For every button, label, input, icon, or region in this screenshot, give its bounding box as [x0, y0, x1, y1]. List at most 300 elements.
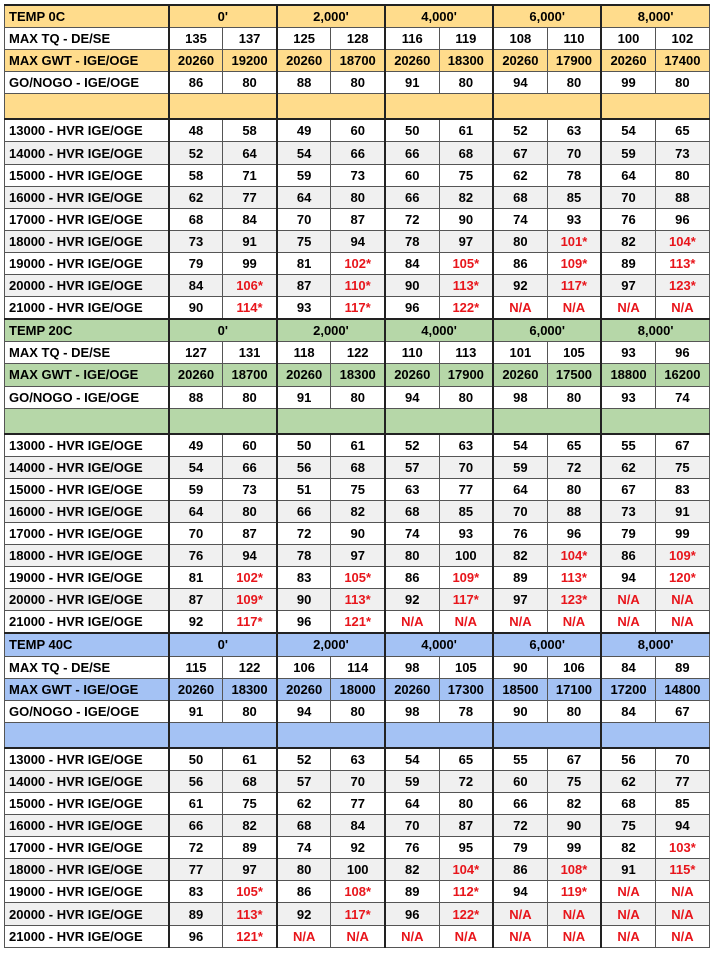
value-cell: 94 [385, 386, 439, 408]
value-cell: 76 [169, 545, 223, 567]
value-cell: 20260 [277, 364, 331, 386]
value-cell: 90 [493, 700, 547, 722]
value-cell: 68 [493, 186, 547, 208]
spacer-cell [5, 722, 169, 748]
value-cell: 80 [277, 859, 331, 881]
value-cell: 17900 [547, 50, 601, 72]
value-cell: 17300 [439, 678, 493, 700]
value-cell: 117* [439, 589, 493, 611]
hover-row [5, 208, 710, 230]
row-label: 14000 - HVR IGE/OGE [5, 142, 169, 164]
value-cell: N/A [439, 925, 493, 947]
max-gwt-row [5, 678, 710, 700]
row-label: 18000 - HVR IGE/OGE [5, 545, 169, 567]
value-cell: 110 [385, 342, 439, 364]
value-cell: 73 [223, 478, 277, 500]
value-cell: 79 [493, 837, 547, 859]
spacer-cell [493, 94, 601, 120]
value-cell: 60 [493, 770, 547, 792]
value-cell: 65 [439, 748, 493, 771]
value-cell: 90 [331, 522, 385, 544]
value-cell: N/A [655, 925, 709, 947]
value-cell: 67 [655, 434, 709, 457]
value-cell: 20260 [169, 678, 223, 700]
value-cell: 84 [223, 208, 277, 230]
value-cell: 80 [439, 793, 493, 815]
value-cell: 20260 [601, 50, 655, 72]
value-cell: 80 [331, 700, 385, 722]
altitude-header: 4,000' [385, 5, 493, 28]
spacer-cell [5, 94, 169, 120]
value-cell: 80 [223, 500, 277, 522]
value-cell: 94 [223, 545, 277, 567]
value-cell: 102 [655, 28, 709, 50]
value-cell: 82 [601, 837, 655, 859]
value-cell: 75 [655, 456, 709, 478]
max-tq-row [5, 342, 710, 364]
value-cell: 52 [493, 119, 547, 142]
spacer-cell [385, 94, 493, 120]
value-cell: 80 [439, 386, 493, 408]
value-cell: 64 [169, 500, 223, 522]
value-cell: 117* [331, 903, 385, 925]
value-cell: 17900 [439, 364, 493, 386]
max-tq-row [5, 656, 710, 678]
value-cell: 78 [277, 545, 331, 567]
value-cell: 71 [223, 164, 277, 186]
value-cell: 68 [277, 815, 331, 837]
value-cell: N/A [493, 925, 547, 947]
value-cell: 119 [439, 28, 493, 50]
value-cell: 92 [385, 589, 439, 611]
value-cell: 64 [277, 186, 331, 208]
hover-row [5, 252, 710, 274]
spacer-cell [601, 408, 709, 434]
value-cell: 65 [547, 434, 601, 457]
value-cell: 17100 [547, 678, 601, 700]
value-cell: 105* [439, 252, 493, 274]
value-cell: 64 [385, 793, 439, 815]
value-cell: 74 [277, 837, 331, 859]
altitude-header: 0' [169, 319, 277, 342]
value-cell: 77 [655, 770, 709, 792]
hover-row [5, 500, 710, 522]
value-cell: 80 [331, 72, 385, 94]
value-cell: 90 [547, 815, 601, 837]
value-cell: 57 [385, 456, 439, 478]
value-cell: 20260 [493, 50, 547, 72]
value-cell: 92 [331, 837, 385, 859]
value-cell: 88 [169, 386, 223, 408]
spacer-row [5, 94, 710, 120]
value-cell: 123* [547, 589, 601, 611]
value-cell: 18300 [331, 364, 385, 386]
row-label: MAX TQ - DE/SE [5, 342, 169, 364]
value-cell: 73 [169, 230, 223, 252]
value-cell: 91 [223, 230, 277, 252]
value-cell: 80 [223, 700, 277, 722]
value-cell: 89 [601, 252, 655, 274]
value-cell: 70 [601, 186, 655, 208]
value-cell: 100 [601, 28, 655, 50]
row-label: 21000 - HVR IGE/OGE [5, 925, 169, 947]
value-cell: 91 [385, 72, 439, 94]
row-label: 18000 - HVR IGE/OGE [5, 859, 169, 881]
value-cell: 105* [331, 567, 385, 589]
performance-table [4, 4, 710, 948]
value-cell: 86 [385, 567, 439, 589]
hover-row [5, 275, 710, 297]
value-cell: 67 [547, 748, 601, 771]
row-label: 14000 - HVR IGE/OGE [5, 770, 169, 792]
value-cell: 59 [169, 478, 223, 500]
value-cell: 80 [547, 478, 601, 500]
value-cell: 62 [601, 770, 655, 792]
value-cell: 80 [439, 72, 493, 94]
value-cell: 89 [385, 881, 439, 903]
value-cell: 52 [385, 434, 439, 457]
value-cell: 82 [493, 545, 547, 567]
altitude-header: 0' [169, 633, 277, 656]
value-cell: 63 [547, 119, 601, 142]
value-cell: 92 [169, 611, 223, 634]
value-cell: 78 [547, 164, 601, 186]
value-cell: 55 [493, 748, 547, 771]
value-cell: 50 [385, 119, 439, 142]
value-cell: 86 [169, 72, 223, 94]
value-cell: 80 [547, 700, 601, 722]
value-cell: 59 [601, 142, 655, 164]
hover-row [5, 230, 710, 252]
value-cell: 18500 [493, 678, 547, 700]
row-label: 20000 - HVR IGE/OGE [5, 275, 169, 297]
hover-row [5, 297, 710, 320]
row-label: 16000 - HVR IGE/OGE [5, 500, 169, 522]
spacer-cell [5, 408, 169, 434]
value-cell: 62 [169, 186, 223, 208]
value-cell: 77 [331, 793, 385, 815]
value-cell: 113* [223, 903, 277, 925]
value-cell: 74 [493, 208, 547, 230]
value-cell: 62 [493, 164, 547, 186]
value-cell: 106 [277, 656, 331, 678]
value-cell: 97 [493, 589, 547, 611]
row-label: MAX GWT - IGE/OGE [5, 364, 169, 386]
value-cell: 73 [655, 142, 709, 164]
value-cell: 94 [493, 72, 547, 94]
value-cell: 99 [601, 72, 655, 94]
max-gwt-row [5, 50, 710, 72]
value-cell: 50 [277, 434, 331, 457]
spacer-row [5, 408, 710, 434]
value-cell: 56 [169, 770, 223, 792]
value-cell: 108* [331, 881, 385, 903]
section-header-row [5, 5, 710, 28]
value-cell: 82 [223, 815, 277, 837]
value-cell: N/A [601, 297, 655, 320]
hover-row [5, 567, 710, 589]
value-cell: 80 [223, 386, 277, 408]
value-cell: 91 [169, 700, 223, 722]
value-cell: 80 [547, 386, 601, 408]
value-cell: N/A [655, 611, 709, 634]
spacer-cell [385, 408, 493, 434]
value-cell: 72 [277, 522, 331, 544]
value-cell: 60 [385, 164, 439, 186]
value-cell: 77 [169, 859, 223, 881]
value-cell: 66 [169, 815, 223, 837]
row-label: MAX GWT - IGE/OGE [5, 678, 169, 700]
value-cell: 48 [169, 119, 223, 142]
value-cell: 87 [223, 522, 277, 544]
value-cell: 98 [493, 386, 547, 408]
value-cell: N/A [547, 611, 601, 634]
value-cell: 68 [601, 793, 655, 815]
value-cell: 75 [439, 164, 493, 186]
value-cell: 75 [601, 815, 655, 837]
value-cell: 117* [223, 611, 277, 634]
value-cell: 114 [331, 656, 385, 678]
value-cell: N/A [547, 925, 601, 947]
value-cell: 125 [277, 28, 331, 50]
value-cell: 70 [169, 522, 223, 544]
value-cell: 18300 [223, 678, 277, 700]
value-cell: 93 [601, 386, 655, 408]
hover-row [5, 186, 710, 208]
value-cell: 101* [547, 230, 601, 252]
row-label: 16000 - HVR IGE/OGE [5, 815, 169, 837]
value-cell: N/A [493, 297, 547, 320]
row-label: 20000 - HVR IGE/OGE [5, 589, 169, 611]
value-cell: 90 [169, 297, 223, 320]
value-cell: 70 [331, 770, 385, 792]
value-cell: 70 [493, 500, 547, 522]
value-cell: 87 [277, 275, 331, 297]
value-cell: 66 [493, 793, 547, 815]
value-cell: 106 [547, 656, 601, 678]
value-cell: 52 [169, 142, 223, 164]
value-cell: 102* [223, 567, 277, 589]
value-cell: 81 [277, 252, 331, 274]
value-cell: 75 [223, 793, 277, 815]
row-label: 17000 - HVR IGE/OGE [5, 208, 169, 230]
value-cell: 82 [439, 186, 493, 208]
hover-row [5, 434, 710, 457]
value-cell: 70 [439, 456, 493, 478]
value-cell: 18300 [439, 50, 493, 72]
value-cell: 113* [331, 589, 385, 611]
value-cell: 66 [223, 456, 277, 478]
altitude-header: 2,000' [277, 5, 385, 28]
altitude-header: 4,000' [385, 633, 493, 656]
value-cell: 95 [439, 837, 493, 859]
row-label: 13000 - HVR IGE/OGE [5, 119, 169, 142]
temp-label: TEMP 40C [5, 633, 169, 656]
value-cell: 101 [493, 342, 547, 364]
value-cell: 75 [547, 770, 601, 792]
value-cell: 58 [223, 119, 277, 142]
value-cell: 93 [277, 297, 331, 320]
value-cell: 97 [601, 275, 655, 297]
value-cell: 70 [655, 748, 709, 771]
gonogo-row [5, 72, 710, 94]
value-cell: N/A [493, 611, 547, 634]
value-cell: 87 [331, 208, 385, 230]
value-cell: 50 [169, 748, 223, 771]
value-cell: 60 [223, 434, 277, 457]
value-cell: 89 [223, 837, 277, 859]
section-header-row [5, 633, 710, 656]
value-cell: 70 [277, 208, 331, 230]
value-cell: N/A [547, 297, 601, 320]
value-cell: 20260 [169, 50, 223, 72]
altitude-header: 8,000' [601, 319, 709, 342]
value-cell: 62 [601, 456, 655, 478]
value-cell: 58 [169, 164, 223, 186]
spacer-cell [277, 722, 385, 748]
value-cell: 120* [655, 567, 709, 589]
gonogo-row [5, 386, 710, 408]
row-label: GO/NOGO - IGE/OGE [5, 386, 169, 408]
max-tq-row [5, 28, 710, 50]
value-cell: 77 [439, 478, 493, 500]
value-cell: 73 [601, 500, 655, 522]
value-cell: 83 [277, 567, 331, 589]
row-label: 19000 - HVR IGE/OGE [5, 567, 169, 589]
value-cell: 85 [547, 186, 601, 208]
hover-row [5, 925, 710, 947]
value-cell: 63 [385, 478, 439, 500]
value-cell: 109* [655, 545, 709, 567]
value-cell: 94 [655, 815, 709, 837]
value-cell: 105* [223, 881, 277, 903]
value-cell: 83 [655, 478, 709, 500]
value-cell: 64 [493, 478, 547, 500]
value-cell: 86 [493, 252, 547, 274]
value-cell: 114* [223, 297, 277, 320]
value-cell: 20260 [493, 364, 547, 386]
value-cell: 116 [385, 28, 439, 50]
value-cell: 84 [385, 252, 439, 274]
row-label: 17000 - HVR IGE/OGE [5, 522, 169, 544]
value-cell: 60 [331, 119, 385, 142]
value-cell: 119* [547, 881, 601, 903]
value-cell: 78 [385, 230, 439, 252]
value-cell: 96 [547, 522, 601, 544]
value-cell: 52 [277, 748, 331, 771]
value-cell: 80 [655, 72, 709, 94]
max-gwt-row [5, 364, 710, 386]
value-cell: N/A [601, 589, 655, 611]
value-cell: 121* [223, 925, 277, 947]
altitude-header: 8,000' [601, 633, 709, 656]
value-cell: 83 [169, 881, 223, 903]
value-cell: N/A [601, 881, 655, 903]
value-cell: 66 [385, 186, 439, 208]
value-cell: 127 [169, 342, 223, 364]
value-cell: N/A [601, 611, 655, 634]
row-label: 17000 - HVR IGE/OGE [5, 837, 169, 859]
value-cell: 66 [385, 142, 439, 164]
row-label: 13000 - HVR IGE/OGE [5, 434, 169, 457]
value-cell: 117* [547, 275, 601, 297]
row-label: 21000 - HVR IGE/OGE [5, 611, 169, 634]
value-cell: 57 [277, 770, 331, 792]
value-cell: 122* [439, 297, 493, 320]
altitude-header: 0' [169, 5, 277, 28]
value-cell: 68 [223, 770, 277, 792]
value-cell: 70 [547, 142, 601, 164]
spacer-cell [601, 722, 709, 748]
value-cell: 18700 [331, 50, 385, 72]
value-cell: 70 [385, 815, 439, 837]
value-cell: 18700 [223, 364, 277, 386]
spacer-cell [277, 94, 385, 120]
value-cell: 73 [331, 164, 385, 186]
value-cell: 54 [277, 142, 331, 164]
spacer-cell [493, 722, 601, 748]
value-cell: 67 [601, 478, 655, 500]
value-cell: 109* [439, 567, 493, 589]
value-cell: 86 [493, 859, 547, 881]
hover-row [5, 881, 710, 903]
row-label: 21000 - HVR IGE/OGE [5, 297, 169, 320]
value-cell: 105 [547, 342, 601, 364]
value-cell: 85 [439, 500, 493, 522]
value-cell: 61 [169, 793, 223, 815]
value-cell: N/A [655, 297, 709, 320]
value-cell: N/A [601, 925, 655, 947]
value-cell: 63 [439, 434, 493, 457]
value-cell: 80 [655, 164, 709, 186]
value-cell: 90 [385, 275, 439, 297]
value-cell: 105 [439, 656, 493, 678]
row-label: 19000 - HVR IGE/OGE [5, 881, 169, 903]
value-cell: 20260 [385, 364, 439, 386]
value-cell: 54 [169, 456, 223, 478]
value-cell: 108 [493, 28, 547, 50]
hover-row [5, 522, 710, 544]
value-cell: N/A [385, 925, 439, 947]
row-label: MAX GWT - IGE/OGE [5, 50, 169, 72]
value-cell: 122* [439, 903, 493, 925]
value-cell: 80 [331, 386, 385, 408]
value-cell: 14800 [655, 678, 709, 700]
hover-row [5, 859, 710, 881]
value-cell: 115* [655, 859, 709, 881]
value-cell: 54 [493, 434, 547, 457]
altitude-header: 6,000' [493, 633, 601, 656]
hover-row [5, 119, 710, 142]
row-label: 19000 - HVR IGE/OGE [5, 252, 169, 274]
section-header-row [5, 319, 710, 342]
value-cell: 98 [385, 656, 439, 678]
value-cell: N/A [655, 903, 709, 925]
hover-row [5, 589, 710, 611]
value-cell: 79 [169, 252, 223, 274]
row-label: 18000 - HVR IGE/OGE [5, 230, 169, 252]
value-cell: 96 [277, 611, 331, 634]
value-cell: N/A [277, 925, 331, 947]
row-label: 15000 - HVR IGE/OGE [5, 164, 169, 186]
value-cell: 80 [547, 72, 601, 94]
value-cell: 94 [331, 230, 385, 252]
value-cell: 92 [493, 275, 547, 297]
value-cell: N/A [601, 903, 655, 925]
row-label: MAX TQ - DE/SE [5, 656, 169, 678]
value-cell: 118 [277, 342, 331, 364]
value-cell: N/A [655, 881, 709, 903]
